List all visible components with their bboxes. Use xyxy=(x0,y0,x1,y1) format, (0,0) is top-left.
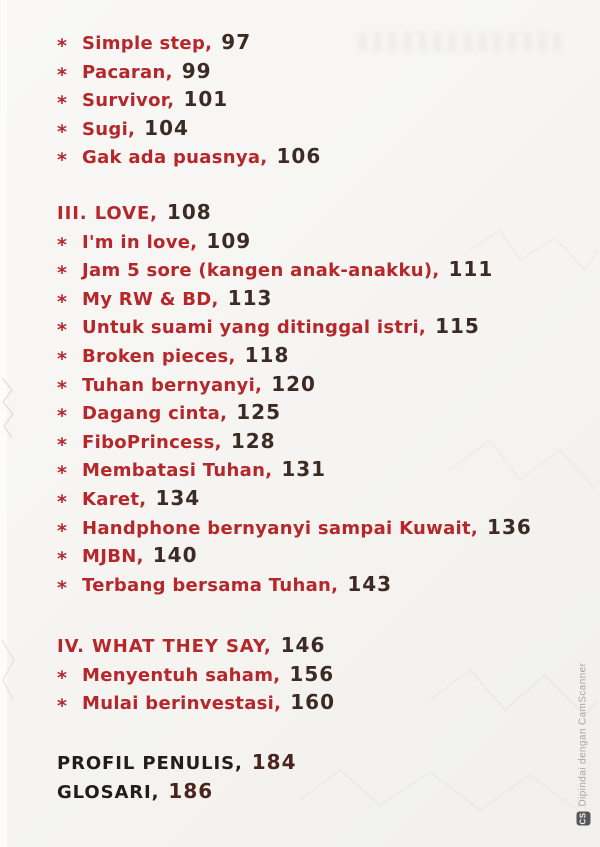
toc-item xyxy=(57,515,586,544)
toc-section-heading-page-number: 108 xyxy=(166,199,212,224)
toc-item xyxy=(57,229,586,258)
toc-item-title: I'm in love, xyxy=(82,231,198,253)
toc-item-page-number: 104 xyxy=(144,115,189,140)
toc-item-title: Survivor, xyxy=(82,90,175,112)
toc-item xyxy=(57,314,586,343)
toc-item-page-number: 106 xyxy=(276,144,322,169)
toc-footer-entry xyxy=(57,750,586,779)
toc-item xyxy=(57,343,586,372)
toc-item-title: Membatasi Tuhan, xyxy=(82,460,273,482)
toc-item xyxy=(57,257,586,286)
toc-section-heading xyxy=(57,200,586,229)
toc-item xyxy=(57,429,586,458)
toc-item xyxy=(57,87,586,116)
toc-item-page-number: 125 xyxy=(236,400,281,425)
toc-item-title: FiboPrincess, xyxy=(82,431,222,453)
toc-item-page-number: 160 xyxy=(290,690,336,715)
toc-item-title: Terbang bersama Tuhan, xyxy=(82,574,339,596)
toc-footer-entry-page-number: 184 xyxy=(251,750,297,775)
toc-item-title: Handphone bernyanyi sampai Kuwait, xyxy=(82,517,479,539)
toc-item-page-number: 101 xyxy=(183,87,229,112)
bullet-asterisk: * xyxy=(57,347,67,370)
bullet-asterisk: * xyxy=(57,548,67,571)
toc-item-title: Simple step, xyxy=(82,33,213,54)
toc-item xyxy=(57,662,586,691)
bullet-asterisk: * xyxy=(57,35,67,57)
bullet-asterisk: * xyxy=(57,149,67,172)
toc-item-title: Broken pieces, xyxy=(82,345,236,367)
toc-item xyxy=(57,572,586,601)
toc-item-title: MJBN, xyxy=(82,546,144,568)
table-of-contents xyxy=(57,30,586,807)
toc-item-page-number: 128 xyxy=(230,428,276,453)
toc-item xyxy=(57,457,586,486)
toc-item-title: Mulai berinvestasi, xyxy=(82,693,282,715)
bullet-asterisk: * xyxy=(57,120,67,143)
toc-item xyxy=(57,30,586,59)
toc-item-page-number: 97 xyxy=(221,30,252,54)
camscanner-watermark xyxy=(576,606,591,826)
bullet-asterisk: * xyxy=(57,262,67,285)
toc-item-page-number: 134 xyxy=(155,485,201,510)
toc-item-title: Sugi, xyxy=(82,118,136,140)
toc-footer-entry-page-number: 186 xyxy=(168,778,214,803)
toc-item-title: Menyentuh saham, xyxy=(82,664,281,686)
toc-footer-block xyxy=(57,750,586,807)
toc-item-page-number: 156 xyxy=(289,661,335,686)
bullet-asterisk: * xyxy=(57,290,67,313)
toc-item-page-number: 113 xyxy=(227,285,273,310)
bullet-asterisk: * xyxy=(57,519,67,542)
toc-item-page-number: 99 xyxy=(181,58,212,83)
toc-group xyxy=(57,633,586,719)
toc-item-title: Untuk suami yang ditinggal istri, xyxy=(82,317,427,339)
toc-item-title: My RW & BD, xyxy=(82,288,219,310)
toc-section-heading xyxy=(57,633,586,662)
camscanner-watermark-text: Dipindai dengan CamScanner xyxy=(577,662,589,807)
toc-footer-entry-title: PROFIL PENULIS, xyxy=(57,753,243,775)
toc-item xyxy=(57,372,586,401)
bullet-asterisk: * xyxy=(57,63,67,86)
toc-item-page-number: 120 xyxy=(271,371,316,396)
toc-item xyxy=(57,116,586,145)
toc-item xyxy=(57,690,586,719)
toc-item xyxy=(57,286,586,315)
toc-footer-entry-title: GLOSARI, xyxy=(57,781,160,803)
toc-section-heading-page-number: 146 xyxy=(280,633,326,658)
toc-item xyxy=(57,486,586,515)
toc-item-title: Karet, xyxy=(82,488,147,510)
toc-section-heading-title: III. LOVE, xyxy=(57,202,158,224)
toc-item-title: Dagang cinta, xyxy=(82,403,228,425)
bullet-asterisk: * xyxy=(57,319,67,342)
toc-group xyxy=(57,200,586,600)
bullet-asterisk: * xyxy=(57,666,67,689)
toc-item xyxy=(57,400,586,429)
scan-edge xyxy=(0,0,7,847)
bullet-asterisk: * xyxy=(57,576,67,599)
toc-item xyxy=(57,543,586,572)
bullet-asterisk: * xyxy=(57,405,67,428)
toc-item-title: Tuhan bernyanyi, xyxy=(82,374,263,396)
bullet-asterisk: * xyxy=(57,233,67,256)
toc-item xyxy=(57,59,586,88)
toc-item-title: Jam 5 sore (kangen anak-anakku), xyxy=(82,260,440,282)
toc-item-title: Gak ada puasnya, xyxy=(82,147,268,169)
bullet-asterisk: * xyxy=(57,490,67,513)
toc-group xyxy=(57,30,586,173)
bullet-asterisk: * xyxy=(57,376,67,399)
bullet-asterisk: * xyxy=(57,695,67,718)
toc-section-heading-title: IV. WHAT THEY SAY, xyxy=(57,636,272,658)
camscanner-logo-icon: CS xyxy=(576,812,590,826)
toc-item-page-number: 109 xyxy=(206,228,252,253)
toc-item-page-number: 143 xyxy=(347,571,393,596)
bullet-asterisk: * xyxy=(57,462,67,485)
toc-item xyxy=(57,144,586,173)
toc-item-page-number: 115 xyxy=(435,314,480,339)
toc-item-page-number: 136 xyxy=(487,514,532,539)
bullet-asterisk: * xyxy=(57,92,67,115)
toc-item-page-number: 118 xyxy=(244,342,290,367)
toc-item-title: Pacaran, xyxy=(82,61,173,83)
bullet-asterisk: * xyxy=(57,433,67,456)
toc-item-page-number: 111 xyxy=(448,257,494,282)
toc-footer-entry xyxy=(57,779,586,808)
toc-item-page-number: 131 xyxy=(281,457,327,482)
toc-item-page-number: 140 xyxy=(152,543,198,568)
